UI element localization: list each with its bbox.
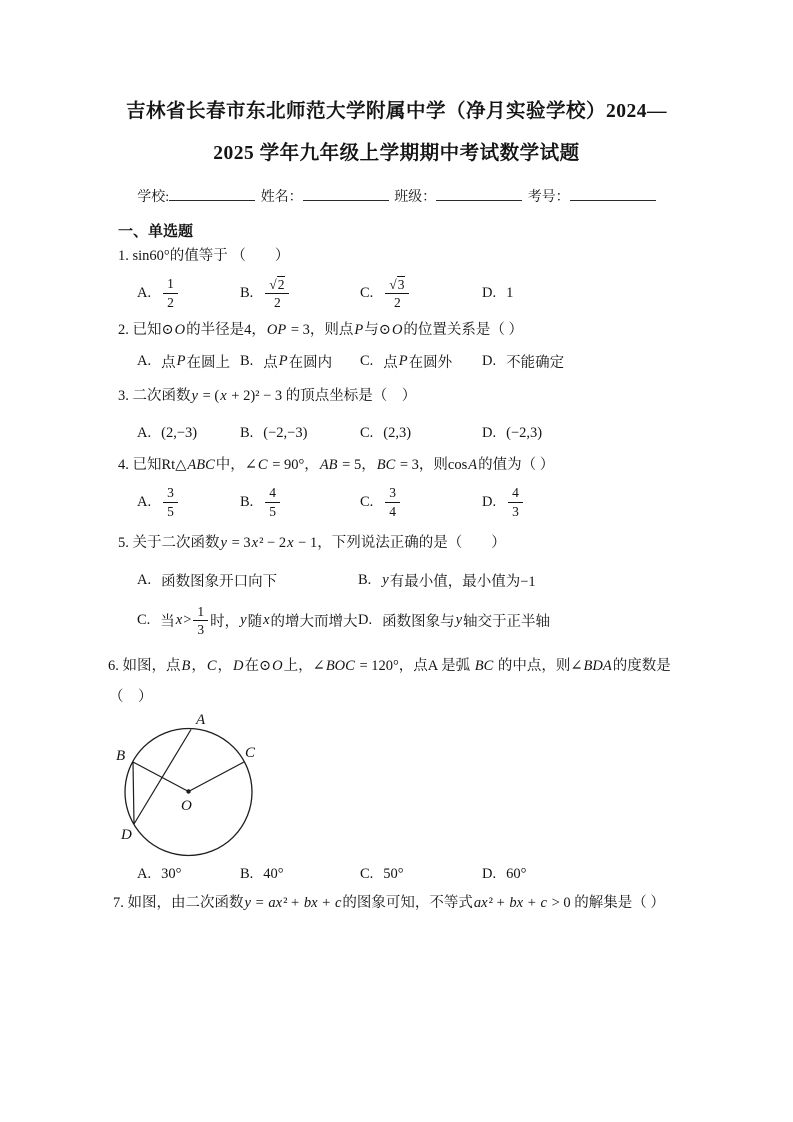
option-label: B. [240, 284, 254, 301]
text-run: 5. 关于二次函数 [118, 535, 220, 551]
option-label: C. [360, 493, 374, 510]
math-var: y [244, 895, 251, 912]
math-var: y [220, 535, 227, 551]
math-fraction: $\frac{3}{4}$ [385, 485, 400, 518]
exam-no-label: 考号： [527, 190, 570, 205]
text-run: 点 [263, 354, 278, 371]
section-heading-single-choice: 一、单选题 [118, 224, 194, 240]
question-3-option-C [360, 423, 411, 443]
option-label: A. [137, 572, 152, 588]
question-2-option-A [137, 351, 230, 371]
math-var: x [251, 535, 259, 551]
text-run: ， [191, 658, 206, 675]
question-1-option-D [482, 272, 513, 314]
option-label: A. [137, 865, 152, 882]
text-run: 的值为（ ） [478, 457, 555, 473]
math-var: C [206, 658, 217, 675]
question-1-stem [118, 246, 793, 266]
question-6-option-A [137, 864, 181, 884]
question-2 [118, 320, 793, 371]
math-fraction: $\frac{4}{5}$ [265, 485, 280, 518]
math-var: x [220, 388, 227, 404]
math-var: bx [509, 895, 524, 912]
math-var: x [263, 612, 270, 629]
math-var: P [398, 352, 408, 369]
math-var: AB [319, 457, 338, 473]
text-run: 的增大而增大 [270, 614, 358, 631]
option-label: D. [482, 352, 497, 369]
point-label-B: B [116, 748, 126, 765]
option-label: B. [358, 572, 372, 588]
question-5-stem [118, 533, 793, 553]
text-run: 中，∠ [215, 457, 257, 473]
text-run: 3. 二次函数 [118, 388, 191, 404]
question-5-option-D [358, 610, 793, 631]
math-var: y [191, 388, 198, 404]
name-label: 姓名： [260, 190, 303, 205]
exam-title-line1: 吉林省长春市东北师范大学附属中学（净月实验学校）2024— [125, 101, 667, 122]
text-run: = 120°，点A 是弧 [355, 658, 474, 675]
text-run: 函数图象与 [382, 614, 455, 631]
class-label: 班级： [394, 190, 437, 205]
text-run: − 1，下列说法正确的是（ ） [294, 535, 506, 551]
math-var: ax [473, 895, 488, 912]
question-3-option-A [137, 423, 197, 443]
text-run: (−2,3) [506, 424, 543, 441]
math-var: x [287, 535, 294, 551]
student-info-line [0, 186, 793, 206]
text-run: = 90°， [268, 457, 319, 473]
text-run: 4. 已知Rt△ [118, 457, 187, 473]
question-3-stem [118, 386, 793, 406]
text-run: ， [217, 658, 233, 675]
math-var: ABC [187, 457, 215, 473]
text-run: = [251, 895, 268, 912]
math-var: ax [268, 895, 283, 912]
math-var: C [257, 457, 268, 473]
text-run: (−2,−3) [263, 424, 308, 441]
text-run: = ( [198, 388, 220, 404]
question-4-option-A [137, 481, 180, 523]
text-run: 7. 如图，由二次函数 [113, 895, 244, 912]
question-5-option-C [137, 604, 358, 637]
question-6-option-C [360, 864, 404, 884]
text-run: 60° [506, 865, 527, 882]
question-3-option-B [240, 423, 307, 443]
question-7 [113, 893, 793, 913]
name-blank-line [303, 187, 389, 201]
math-var: BDA [583, 658, 612, 675]
math-var: OP [266, 322, 287, 338]
math-var: P [278, 352, 288, 369]
option-label: B. [240, 493, 254, 510]
question-2-option-B [240, 351, 332, 371]
text-run: 在⊙ [244, 658, 272, 675]
text-run: 在圆外 [408, 354, 453, 371]
question-6-stem-line2: （ ） [109, 689, 153, 706]
question-4-options [118, 481, 793, 523]
text-run: 不能确定 [506, 354, 565, 371]
text-run: 1. sin60°的值等于 （ ） [118, 248, 290, 264]
question-2-option-C [360, 351, 452, 371]
question-3 [118, 386, 793, 443]
question-list [108, 246, 793, 913]
class-field [394, 186, 522, 206]
text-run: 在圆内 [288, 354, 333, 371]
option-label: A. [137, 424, 152, 441]
text-run: 上，∠ [283, 658, 325, 675]
option-label: B. [240, 424, 254, 441]
school-blank-line [169, 187, 255, 201]
question-5-options [137, 570, 793, 637]
question-6-option-B [240, 864, 284, 884]
option-label: D. [482, 424, 497, 441]
math-var: A [468, 457, 478, 473]
question-5 [118, 533, 793, 637]
question-6 [108, 656, 793, 884]
text-run: 轴交于正半轴 [463, 614, 551, 631]
question-1-options [118, 272, 793, 314]
math-fraction: $\frac{1}{3}$ [193, 604, 208, 637]
math-fraction: $\frac{√2}{2}$ [265, 276, 289, 310]
text-run: + [524, 895, 540, 912]
math-var: x [175, 612, 183, 629]
text-run: 的半径是4， [186, 322, 266, 338]
text-run: 50° [383, 865, 404, 882]
text-run: 1 [506, 284, 514, 301]
question-4-option-C [360, 481, 402, 523]
exam-title-line2: 2025 学年九年级上学期期中考试数学试题 [213, 143, 580, 164]
question-5-option-A [137, 570, 358, 591]
question-1-option-B [240, 272, 291, 314]
text-run: + [318, 895, 334, 912]
text-run: 与⊙ [364, 322, 391, 338]
option-label: C. [360, 284, 374, 301]
center-label-O: O [181, 798, 192, 815]
question-1 [118, 246, 793, 314]
text-run: = 3 [227, 535, 251, 551]
text-run: (2,−3) [161, 424, 198, 441]
math-var: D [233, 658, 244, 675]
chord-BD [133, 762, 134, 824]
text-run: 随 [247, 614, 263, 631]
math-var: BOC [325, 658, 355, 675]
question-6-stem [108, 656, 793, 676]
text-run: ² + [283, 895, 303, 912]
text-run: 在圆上 [186, 354, 230, 371]
question-5-option-B [358, 570, 793, 591]
option-label: C. [137, 612, 151, 629]
class-blank-line [436, 187, 522, 201]
option-label: D. [482, 284, 497, 301]
math-var: BC [376, 457, 396, 473]
text-run: 2. 已知⊙ [118, 322, 174, 338]
math-var: y [382, 572, 389, 588]
question-3-options [118, 423, 793, 443]
text-run: 的度数是 [612, 658, 671, 675]
option-label: D. [358, 612, 373, 629]
math-var: O [391, 322, 403, 338]
option-label: B. [240, 865, 254, 882]
option-label: A. [137, 284, 152, 301]
text-run: 的中点，则∠ [494, 658, 583, 675]
math-var: bx [303, 895, 318, 912]
text-run: 函数图象开口向下 [161, 574, 278, 590]
text-run: 30° [161, 865, 182, 882]
question-1-option-C [360, 272, 411, 314]
text-run: ² − 2 [259, 535, 287, 551]
text-run: 的位置关系是（ ） [403, 322, 524, 338]
point-label-C: C [245, 745, 256, 762]
math-var: O [272, 658, 283, 675]
math-var: y [455, 612, 463, 629]
text-run: 当 [160, 614, 175, 631]
text-run: 有最小值，最小值为−1 [389, 574, 536, 590]
question-2-stem [118, 320, 793, 340]
math-var: O [174, 322, 186, 338]
text-run: = 5， [338, 457, 376, 473]
math-fraction: $\frac{√3}{2}$ [385, 276, 409, 310]
text-run: 点 [383, 354, 398, 371]
point-label-D: D [121, 827, 132, 844]
option-label: C. [360, 352, 374, 369]
option-label: A. [137, 352, 152, 369]
question-4-stem [118, 455, 793, 475]
option-label: B. [240, 352, 254, 369]
text-run: (2,3) [383, 424, 412, 441]
text-run: > 0 的解集是（ ） [547, 895, 665, 912]
question-6-options [118, 864, 793, 884]
exam-no-blank-line [570, 187, 656, 201]
circle-diagram [100, 707, 285, 859]
math-var: c [540, 895, 547, 912]
text-run: + 2)² − 3 的顶点坐标是（ ） [227, 388, 417, 404]
question-1-option-A [137, 272, 180, 314]
text-run: > [183, 612, 192, 629]
text-run: 40° [263, 865, 284, 882]
point-label-A: A [196, 712, 206, 729]
math-fraction: $\frac{3}{5}$ [163, 485, 178, 518]
option-label: C. [360, 424, 374, 441]
option-label: A. [137, 493, 152, 510]
school-field [137, 186, 255, 206]
name-field [261, 186, 389, 206]
question-4 [118, 455, 793, 523]
option-label: D. [482, 493, 497, 510]
math-var: y [240, 612, 247, 629]
question-4-option-B [240, 481, 282, 523]
option-label: D. [482, 865, 497, 882]
exam-no-field [528, 186, 656, 206]
math-var: BC [474, 658, 494, 675]
question-figure-circle [100, 707, 285, 859]
text-run: ² + [488, 895, 509, 912]
text-run: 点 [161, 354, 176, 371]
math-var: c [334, 895, 342, 912]
text-run: 时， [210, 614, 240, 631]
text-run: = 3，则cos [396, 457, 468, 473]
text-run: = 3，则点 [287, 322, 354, 338]
text-run: 的图象可知，不等式 [342, 895, 473, 912]
math-var: B [181, 658, 191, 675]
text-run: 6. 如图，点 [108, 658, 181, 675]
question-3-option-D [482, 423, 542, 443]
radius-OB [133, 762, 189, 792]
center-dot-O [186, 790, 190, 794]
question-4-option-D [482, 481, 525, 523]
question-7-stem [113, 893, 793, 913]
question-2-options [118, 351, 793, 371]
math-var: P [354, 322, 364, 338]
question-2-option-D [482, 351, 564, 371]
option-label: C. [360, 865, 374, 882]
math-fraction: $\frac{1}{2}$ [163, 276, 178, 309]
question-6-option-D [482, 864, 526, 884]
school-label: 学校: [137, 190, 170, 205]
radius-OC [189, 762, 245, 792]
math-fraction: $\frac{4}{3}$ [508, 485, 523, 518]
math-var: P [176, 352, 186, 369]
exam-content [108, 222, 793, 913]
